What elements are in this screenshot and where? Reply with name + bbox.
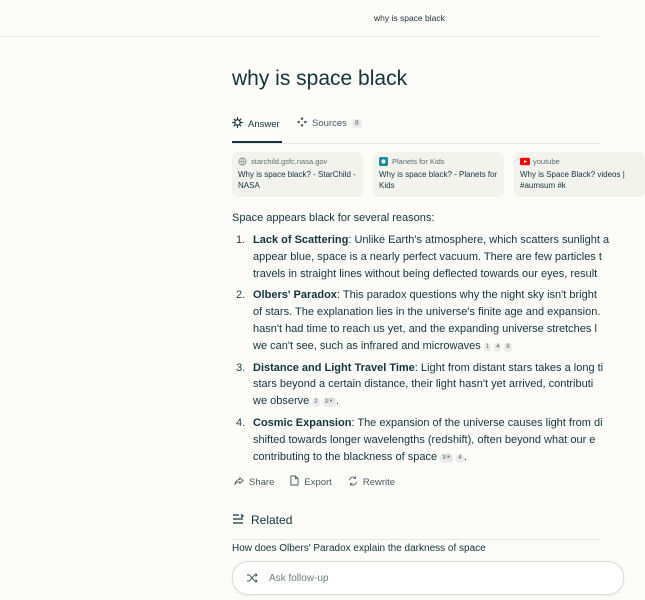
- item-text: we can't see, such as infrared and microwaves: [253, 339, 481, 352]
- sources-icon: [297, 117, 307, 130]
- share-icon: [234, 476, 244, 489]
- youtube-icon: [520, 157, 529, 166]
- planet-favicon: [379, 157, 388, 166]
- item-title: Distance and Light Travel Time: [253, 361, 415, 374]
- share-button[interactable]: [234, 475, 274, 489]
- citation-badge[interactable]: 3⦿: [442, 454, 452, 461]
- answer-intro: Space appears black for several reasons:: [232, 212, 435, 224]
- export-button[interactable]: [290, 475, 331, 489]
- answer-list: [236, 232, 616, 470]
- list-item: 1. Lack of Scattering: Unlike Earth's atmosphere, which scatters sunlight a appear blue, space is a nearly perfect vacuum. There are few particles t travels in straight lines without being deflected towards our eyes, result: [236, 232, 616, 282]
- item-number: 1.: [236, 234, 246, 246]
- related-icon: [232, 513, 244, 527]
- rewrite-label: Rewrite: [362, 476, 396, 488]
- sources-count-badge: 8: [352, 119, 362, 128]
- item-text: we observe: [253, 395, 310, 408]
- tab-answer[interactable]: [232, 117, 280, 131]
- followup-box[interactable]: [232, 561, 624, 595]
- source-title: Why is Space Black? videos | #aumsum #k: [520, 170, 625, 190]
- followup-input[interactable]: [267, 572, 571, 585]
- related-heading-label: Related: [251, 513, 293, 527]
- item-text: hasn't had time to reach us yet, and the expanding universe stretches l: [253, 322, 597, 335]
- source-card-planets-for-kids[interactable]: [373, 152, 504, 197]
- rewrite-button[interactable]: [348, 475, 395, 489]
- tab-answer-label: Answer: [248, 118, 280, 130]
- thread-title: why is space black: [374, 13, 445, 23]
- item-text: travels in straight lines without being deflected towards our eyes, result: [253, 267, 598, 280]
- item-number: 2.: [236, 289, 246, 302]
- item-text: of stars. The explanation lies in the universe's finite age and expansion.: [253, 306, 601, 319]
- item-number: 4.: [236, 416, 246, 429]
- item-text: stars beyond a certain distance, their light hasn't yet arrived, contributi: [253, 378, 594, 391]
- item-title: Cosmic Expansion: [253, 416, 352, 429]
- related-question[interactable]: How does Olbers' Paradox explain the darkness of space: [232, 543, 486, 554]
- citation-badge[interactable]: 1: [485, 343, 490, 350]
- item-text: This paradox questions why the night sky isn't bright: [342, 289, 597, 302]
- divider: [232, 143, 600, 144]
- source-card-nasa[interactable]: [232, 152, 363, 197]
- related-heading: [232, 513, 292, 527]
- item-text: contributing to the blackness of space: [253, 450, 438, 463]
- shuffle-icon: [246, 573, 258, 583]
- answer-icon: [232, 117, 243, 131]
- citation-badge[interactable]: 2: [314, 399, 318, 406]
- answer-actions: [234, 475, 395, 489]
- source-card-youtube[interactable]: [514, 152, 645, 197]
- rewrite-icon: [348, 476, 358, 489]
- list-item: 4. Cosmic Expansion: The expansion of the universe causes light from di shifted towards longer wavelengths (redshift), often beyond what our e contributing to the blackness of space 3⦿ 4 .: [236, 415, 616, 465]
- tab-bar: [232, 117, 600, 141]
- citation-badge[interactable]: 4: [496, 343, 500, 350]
- list-item: 2. Olbers' Paradox: This paradox questions why the night sky isn't bright of stars. The explanation lies in the universe's finite age and expansion. hasn't had time to reach us yet, and the expanding universe stretches l we can't see, such as infrared and microwaves 1 4 8: [236, 287, 616, 354]
- item-text: Unlike Earth's atmosphere, which scatters sunlight a: [354, 234, 610, 246]
- page-title: why is space black: [232, 67, 408, 90]
- citation-badge[interactable]: 4: [458, 454, 462, 461]
- globe-icon: [238, 157, 247, 166]
- source-domain: starchild.gsfc.nasa.gov: [251, 157, 328, 166]
- citation-badge[interactable]: 8: [506, 343, 510, 350]
- item-number: 3.: [236, 361, 246, 374]
- list-item: 3. Distance and Light Travel Time: Light from distant stars takes a long ti stars beyond a certain distance, their light hasn't yet arrived, contributi we observe 2 3⦿ .: [236, 360, 616, 410]
- source-title: Why is space black? - Planets for Kids: [379, 170, 498, 190]
- item-text: appear blue, space is a nearly perfect vacuum. There are few particles t: [253, 250, 602, 263]
- export-icon: [290, 475, 299, 489]
- share-label: Share: [249, 476, 275, 488]
- divider: [232, 539, 600, 540]
- item-text: Light from distant stars takes a long ti: [420, 361, 604, 374]
- item-title: Olbers' Paradox: [253, 289, 337, 302]
- item-title: Lack of Scattering: [253, 234, 349, 246]
- export-label: Export: [304, 476, 332, 488]
- top-bar: [0, 0, 600, 37]
- citation-badge[interactable]: 3⦿: [324, 399, 334, 406]
- item-text: The expansion of the universe causes light from di: [357, 416, 603, 429]
- tab-sources-label: Sources: [312, 118, 347, 129]
- source-domain: Planets for Kids: [392, 157, 445, 166]
- source-title: Why is space black? - StarChild - NASA: [238, 170, 356, 190]
- source-domain: youtube: [533, 157, 560, 166]
- item-text: shifted towards longer wavelengths (redshift), often beyond what our e: [253, 433, 596, 446]
- tab-sources[interactable]: [297, 117, 362, 130]
